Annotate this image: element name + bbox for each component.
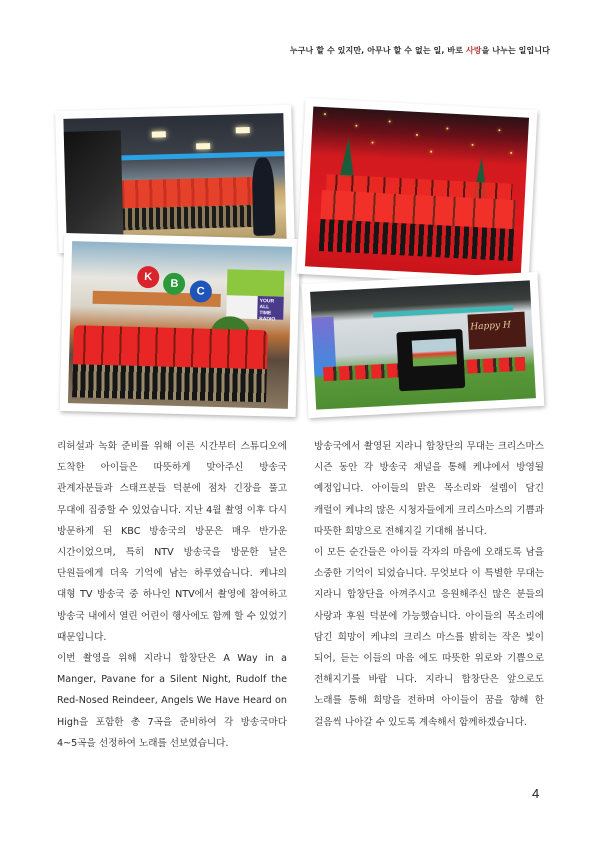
photo-image xyxy=(63,113,286,245)
tv-camera xyxy=(64,130,124,245)
choir-group xyxy=(73,325,268,369)
conductor-figure xyxy=(251,158,275,237)
paragraph: 방송국에서 촬영된 지라니 합창단의 무대는 크리스마스 시즌 동안 각 방송국 채널을 통해 케냐에서 방영될 예정입니다. 아이들의 맑은 목소리와 설렘이 담긴 캐럴이 케냐의 많은 시청자들에게 크리스마스의 기쁨과 따뜻한 희망으로 전해지길 기대해 봅니다. xyxy=(314,441,544,537)
photo-studio-camera-view xyxy=(302,272,545,418)
header-text-prefix: 누구나 할 수 있지만, 아무나 할 수 없는 일, 바로 xyxy=(289,46,466,55)
photo-image xyxy=(310,280,536,409)
header-accent-word: 사랑 xyxy=(465,46,482,55)
article-column-right xyxy=(314,436,544,733)
paragraph: 이 모든 순간들은 아이들 각자의 마음에 오래도록 남을 소중한 기억이 되었습니다. 무엇보다 이 특별한 무대는 지라니 합창단을 아껴주시고 응원해주신 많은 분들의 사랑과 후원 덕분에 가능했습니다. 아이들의 목소리에 담긴 희망이 케냐의 크리스 마스를 밝히는 작은 빛이 되어, 듣는 이들의 마음 에도 따뜻한 위로와 기쁨으로 전해지기를 바랍 니다. 지라니 합창단은 앞으로도 노래를 통해 희망을 전하며 아이들이 꿈을 향해 한 걸음씩 나아갈 수 있도록 계속해서 함께하겠습니다. xyxy=(314,547,544,728)
photo-tv-studio-performance xyxy=(55,105,295,253)
kbc-sign-c: C xyxy=(189,280,212,303)
studio-screen: Happy H xyxy=(468,311,527,349)
paragraph: 이번 촬영을 위해 지라니 합창단은 A Way in a Manger, Pavane for a Silent Night, Rudolf the Red-Nosed Reindeer, Angels We Have Heard on High을 포함한 총 7곡을 준비하여 각 방송국마다 4~5곡을 선정하여 노래를 선보였습니다. xyxy=(57,653,287,749)
radio-billboard: YOUR ALL TIME RADIO xyxy=(257,296,284,319)
photo-image xyxy=(68,241,292,409)
kbc-sign-b: B xyxy=(163,273,186,296)
article-column-left xyxy=(57,436,287,754)
photo-red-stage-performance xyxy=(297,98,538,286)
header-text-suffix: 을 나누는 일입니다 xyxy=(481,46,550,55)
photo-image xyxy=(305,106,529,277)
page-number: 4 xyxy=(532,786,540,801)
running-header xyxy=(290,45,550,56)
photo-kbc-building-group xyxy=(60,233,301,417)
paragraph: 리허설과 녹화 준비를 위해 이른 시간부터 스튜디오에 도착한 아이들은 따뜻하게 맞아주신 방송국 관계자분들과 스태프분들 덕분에 점차 긴장을 풀고 무대에 집중할 수 있었습니다. 지난 4월 촬영 이후 다시 방문하게 된 KBC 방송국의 방문은 매우 반가운 시간이었으며, 특히 NTV 방송국을 방문한 날은 단원들에게 더욱 기억에 남는 하루였습니다. 케냐의 대형 TV 방송국 중 하나인 NTV에서 촬영에 참여하고 방송국 내에서 열린 어린이 행사에도 함께 할 수 있었기 때문입니다. xyxy=(57,441,287,643)
choir-singers xyxy=(113,177,254,208)
kbc-sign-k: K xyxy=(137,266,160,289)
